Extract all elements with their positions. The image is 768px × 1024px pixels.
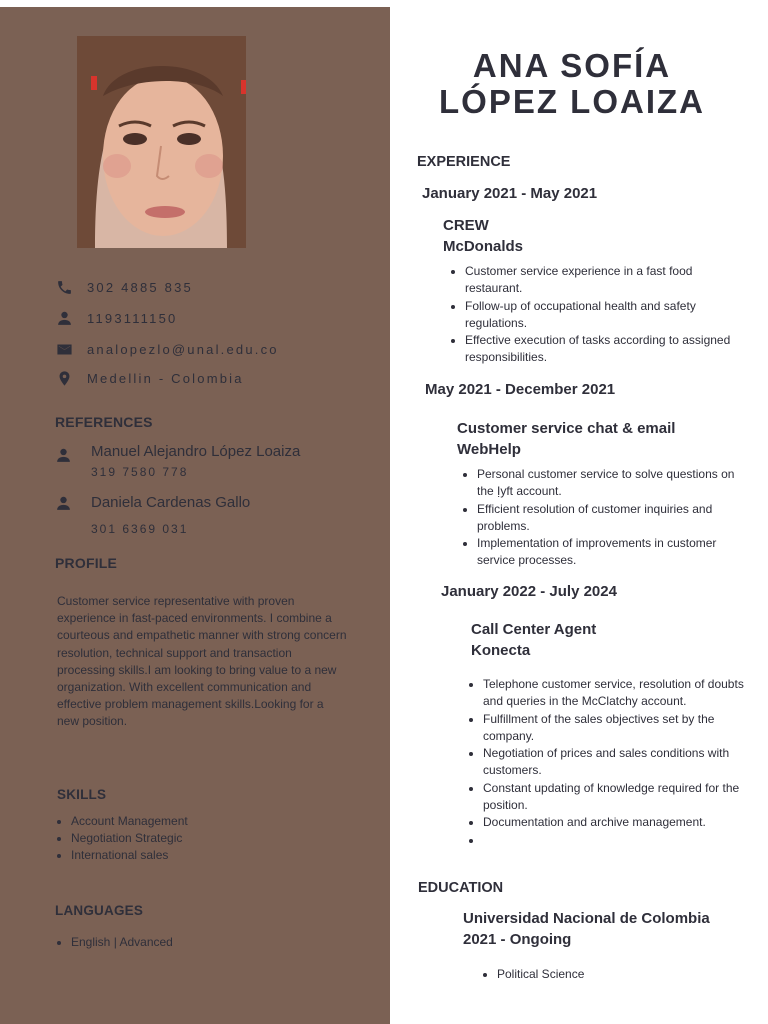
list-item: • Follow-up of occupational health and safety regulations. [465,298,745,333]
reference-name: Manuel Alejandro López Loaiza [91,443,301,460]
job-title: CREW [443,217,489,234]
profile-heading: PROFILE [55,555,118,571]
job-role [471,619,596,661]
education-institution: Universidad Nacional de Colombia [463,910,710,927]
education-entry [463,908,710,950]
name-line-2: LÓPEZ LOAIZA [439,83,705,120]
list-item: • Telephone customer service, resolution of doubts and queries in the McClatchy account. [483,676,753,711]
contact-email-row [55,339,279,359]
languages-heading: LANGUAGES [55,903,144,918]
profile-text: Customer service representative with proven experience in fast-paced environments. I combine a courteous and empathetic manner with strong concern resolution, technical support and transaction processing skills.I am looking to bring value to a new organization. With excellent communication and effective problem management skills.Looking for a new position. [57,594,347,729]
job-company: Konecta [471,642,531,659]
person-icon [55,495,74,514]
education-period: 2021 - Ongoing [463,931,572,948]
list-item: • Personal customer service to solve questions on the Ịyft account. [477,466,752,501]
job-company: WebHelp [457,441,521,458]
contact-id-row [55,308,177,328]
languages-list [57,934,173,951]
job-dates: January 2022 - July 2024 [441,583,617,600]
email-icon [55,340,74,359]
list-item: • International sales [71,847,188,864]
list-item: • Documentation and archive management. [483,814,753,831]
contact-email[interactable]: analopezlo@unal.edu.co [87,341,279,357]
contact-phone: 302 4885 835 [87,279,193,295]
list-item: • Efficient resolution of customer inquiries and problems. [477,501,752,536]
reference-name: Daniela Cardenas Gallo [91,494,251,511]
job-title: Customer service chat & email [457,420,676,437]
candidate-name [390,48,754,120]
job-dates: January 2021 - May 2021 [422,185,598,202]
list-item: • Negotiation Strategic [71,830,188,847]
job-bullets [465,676,753,849]
list-item [483,832,753,849]
skills-list [57,813,188,865]
contact-location: Medellin - Colombia [87,370,244,386]
list-item: • Implementation of improvements in customer service processes. [477,535,752,570]
reference-phone: 319 7580 778 [91,465,189,479]
references-heading: REFERENCES [55,414,153,430]
contact-id-number: 1193111150 [87,310,178,326]
location-pin-icon [55,369,74,388]
contact-phone-row [55,277,193,297]
education-heading: EDUCATION [418,880,504,896]
person-icon [55,309,74,328]
list-item: • English | Advanced [71,934,173,951]
job-bullets [447,263,745,367]
name-line-1: ANA SOFÍA [472,47,672,84]
job-dates: May 2021 - December 2021 [425,381,616,398]
list-item: • Political Science [497,966,737,983]
job-bullets [459,466,752,570]
job-title: Call Center Agent [471,621,597,638]
list-item: • Constant updating of knowledge required for the position. [483,780,753,815]
job-role [457,418,675,460]
experience-heading: EXPERIENCE [417,154,511,170]
list-item: • Effective execution of tasks according to assigned responsibilities. [465,332,745,367]
profile-photo [77,36,246,248]
list-item: • Customer service experience in a fast food restaurant. [465,263,745,298]
list-item: • Negotiation of prices and sales conditions with customers. [483,745,753,780]
education-list [479,966,737,983]
phone-icon [55,278,74,297]
person-icon [55,447,74,466]
job-company: McDonalds [443,238,524,255]
list-item: • Account Management [71,813,188,830]
job-role [443,215,523,257]
reference-phone: 301 6369 031 [91,522,189,536]
list-item: • Fulfillment of the sales objectives set by the company. [483,711,753,746]
skills-heading: SKILLS [57,787,107,802]
contact-location-row [55,368,244,388]
